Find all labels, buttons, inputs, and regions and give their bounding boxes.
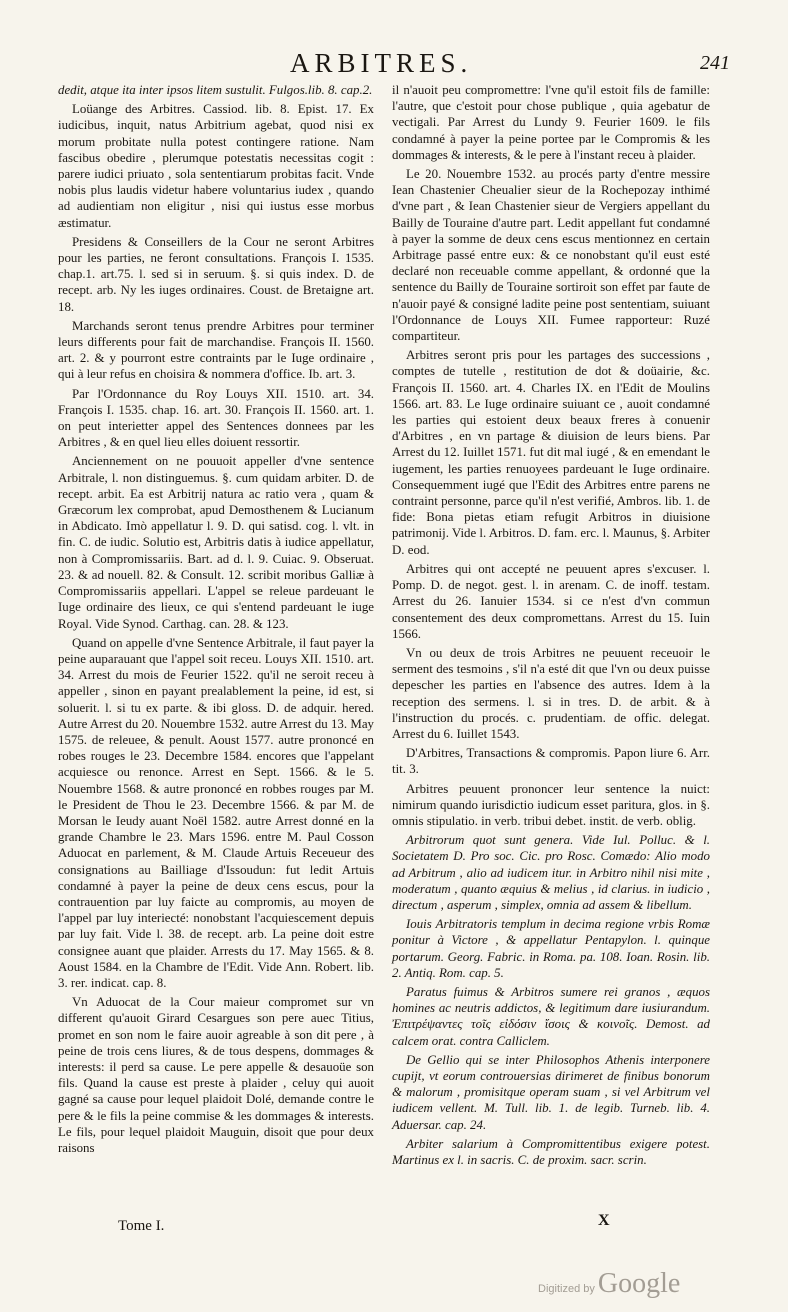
digitized-by-watermark (538, 1268, 680, 1300)
running-title: ARBITRES. (290, 48, 473, 78)
page-number: 241 (700, 52, 730, 74)
left-column-paragraph: Marchands seront tenus prendre Arbitres pour terminer leurs differents pour fait de marchandise. François II. 1560. art. 2. & y pourront estre contraints par le Iuge ordinaire , qui à leur refus en choisira & nommera d'office. Ib. art. 3. (58, 318, 374, 382)
right-column-paragraph: Arbitres qui ont accepté ne peuuent apres s'excuser. l. Pomp. D. de negot. gest. l. in arenam. C. de inoff. testam. Arrest du 26. Ianuier 1534. si ce n'est d'vn commun consentement des deux compromettans. Arrest du 15. Iuin 1566. (392, 561, 710, 641)
left-column-paragraph: Loüange des Arbitres. Cassiod. lib. 8. Epist. 17. Ex iudicibus, inquit, natus Arbitrium agebat, quod nisi ex morum probitate nulla potest contingere ratione. Nam fascibus obedire , plerumque potestatis necessitas cogit : parere iudici priuato , sola sententiarum probitas facit. Vnde nobis plus laudis videtur habere voluntarius iudex , quando ad audientiam non eligitur , nisi qui iustus esse morbus æstimatur. (58, 102, 374, 230)
google-logo: Google (597, 1268, 681, 1299)
left-column-paragraph: Presidens & Conseillers de la Cour ne seront Arbitres pour les parties, ne feront consultations. François I. 1535. chap.1. art.75. l. sed si in seruum. §. si quis index. D. de recept. arb. Ny les iuges ordinaires. Coust. de Bretaigne art. 18. (58, 234, 374, 314)
right-column-paragraph: Arbiter salarium à Compromittentibus exigere potest. Martinus ex l. in sacris. C. de proxim. sacr. scrin. (392, 1136, 710, 1167)
left-column-paragraph: Vn Aduocat de la Cour maieur compromet sur vn different qu'auoit Girard Cesargues son pere auec Titius, promet en son nom le faire auoir agreable à son dit pere , à peine de trois cens liures, & de tous despens, dommages & interests: il perd sa cause. Le pere appelle & desauoüe son fils. Quand la cause est preste à plaider , celuy qui auoit gagné sa cause pour lequel plaidoit Dolé, demande contre le pere & le fils la peine commise & les dommages & interests. Le fils, pour lequel plaidoit Mauguin, disoit que pour deux raisons (58, 995, 374, 1155)
volume-label: Tome I. (118, 1218, 165, 1234)
left-column (58, 82, 374, 1159)
right-column-paragraph: D'Arbitres, Transactions & compromis. Papon liure 6. Arr. tit. 3. (392, 746, 710, 777)
right-column (392, 82, 710, 1171)
right-column-paragraph: Paratus fuimus & Arbitros sumere rei granos , æquos homines ac neutris addictos, & legitimum dare iusiurandum. Ἐπιτρέψαντες τοῖς εἰδόσιν ἴσοις & κοινοῖς. Demost. ad calcem orat. contra Calliclem. (392, 984, 710, 1048)
left-column-paragraph: Par l'Ordonnance du Roy Louys XII. 1510. art. 34. François I. 1535. chap. 16. art. 30. François II. 1560. art. 1. on peut interietter appel des Sentences donnees par les Arbitres , & en quel lieu elles doiuent ressortir. (58, 386, 374, 450)
right-column-paragraph: Vn ou deux de trois Arbitres ne peuuent receuoir le serment des tesmoins , s'il n'a esté dit que l'vn ou deux puisse depescher les parties en l'absence des autres. Idem à la reception des sermens. l. si in tres. D. de arbit. & à l'instruction du procés. c. prudentiam. de offic. delegat. Arrest du 6. Iuillet 1543. (392, 645, 710, 741)
right-column-paragraph: Arbitres seront pris pour les partages des successions , comptes de tutelle , restitution de dot & doüairie, &c. François II. 1560. art. 4. Charles IX. en l'Edit de Moulins 1566. art. 83. Le Iuge ordinaire suiuant ce , auoit condamné les parties qui estoient deux beaux freres à conuenir d'Arbitres , en vn partage & diuision de leurs biens. Par Arrest du 12. Iuillet 1571. fut dit mal iugé , & en emendant le iugement, les parties renuoyees pardeuant le Iuge ordinaire. Consequemment iugé que l'Edit des Arbitres entre parens ne contraint personne, parce qu'il n'est verifié, Ambros. lib. 1. de fide: Bona pietas etiam refugit Arbitros in diuisione patrimonij. Vide l. Arbitros. D. fam. erc. l. Maunus, §. Arbiter D. eod. (392, 348, 710, 557)
left-column-paragraph: Anciennement on ne pouuoit appeller d'vne sentence Arbitrale, l. non distinguemus. §. cum quidam arbiter. D. de recept. arbit. Ea est Arbitrij natura ac ratio vera , quam & Græcorum lex comprobat, apud Demosthenem & Lucianum in Abdicato. Imò appellatur l. 9. D. qui satisd. cog. l. vlt. in fin. C. de iudic. Solutio est, Arbitris datis à iudice appellatur, non à Compromissariis. Bart. ad d. l. 9. Cuiac. 9. Obseruat. 23. & ad nouell. 82. & Consult. 12. scribit moribus Galliæ à Compromissariis appellari. L'appel se releue pardeuant le Iuge ordinaire des lieux, ce qui s'entend pardeuant le iuge Royal. Vide Synod. Carthag. can. 28. & 123. (58, 454, 374, 631)
digitized-prefix: Digitized by (538, 1283, 595, 1295)
right-column-paragraph: Iouis Arbitratoris templum in decima regione vrbis Romæ ponitur à Victore , & appellatur Pentapylon. l. quinque portarum. Georg. Fabric. in Roma. pa. 108. Ioan. Rosin. lib. 2. Antiq. Rom. cap. 5. (392, 917, 710, 980)
signature-mark: X (598, 1212, 610, 1229)
right-column-paragraph: il n'auoit peu compromettre: l'vne qu'il estoit fils de famille: l'autre, que c'estoit pour chose publique , quia agebatur de vectigali. Par Arrest du Lundy 9. Feurier 1609. le fils condamné à payer la peine portee par le Compromis & les dommages & interests, & le pere à l'instant receu à plaider. (392, 83, 710, 162)
right-column-paragraph: Le 20. Nouembre 1532. au procés party d'entre messire Iean Chastenier Cheualier sieur de la Rochepozay inthimé d'vne part , & Iean Chastenier sieur de Vergiers appellant du Bailly de Touraine d'autre part. Ledit appellant fut condamné à payer la somme de deux cens escus mentionnez en certain Arbitrage passé entre eux: & ce nonobstant qu'il eust esté declaré non receuable comme appellant, & ordonné que la sentence du Bailly de Touraine sortiroit son effet par faute de n'auoir payé & consigné ladite peine post sententiam, suiuant l'Ordonnance de Louys XII. Fumee rapporteur: Ruzé compartiteur. (392, 167, 710, 344)
left-column-paragraph: Quand on appelle d'vne Sentence Arbitrale, il faut payer la peine auparauant que l'appel soit receu. Louys XII. 1510. art. 34. Arrest du mois de Feurier 1522. qu'il ne seroit receu à appeller , sinon en payant prealablement la peine, id est, si soluerit. l. si tu ex parte. & ibi gloss. D. de adquir. hered. Autre Arrest du 20. Nouembre 1532. autre Arrest du 13. May 1575. de releuee, & penult. Aoust 1577. autre prononcé en robes rouges le 23. Decembre 1584. encores que l'appelant acquiesce ou renonce. Arrest en Sept. 1566. & le 5. Nouembre 1568. & autre prononcé en robbes rouges par M. le President de Thou le 23. Decembre 1566. & par M. de Morsan le Ieudy auant Noël 1582. autre Arrest donné en la grande Chambre le 23. Mars 1596. entre M. Paul Cosson Aduocat en parlement, & M. Claude Artuis Receueur des consignations au Bailliage d'Issoudun: fut ledit Artuis condamné à payer la peine de deux cens escus, pour la contrauention par luy faicte au compromis, au moyen de l'appel par luy interiecté: nonobstant l'acquiescement depuis par luy fait. Vide l. 38. de recept. arb. La peine doit estre consignee auant que plaider. Arrests du 17. May 1565. & 8. Aoust 1584. en la Chambre de l'Edit. Vide Ann. Robert. lib. 3. rer. indicat. cap. 8. (58, 635, 374, 990)
right-column-paragraph: Arbitrorum quot sunt genera. Vide Iul. Polluc. & l. Societatem D. Pro soc. Cic. pro Rosc. Comædo: Alio modo ad Arbitrum , alio ad iudicem itur. in Arbitro nihil nisi mite , moderatum , quanto æquius & melius , id clarius. in iudicio , directum , asperum , simplex, omnia ad assem & libellum. (392, 833, 710, 912)
right-column-paragraph: De Gellio qui se inter Philosophos Athenis interponere cupijt, vt eorum controuersias dirimeret de finibus bonorum & malorum , promisitque operam suam , si vel Arbitrum vel iudicem vellent. M. Tull. lib. 1. de legib. Turneb. lib. 4. Aduersar. cap. 24. (392, 1052, 710, 1132)
right-column-paragraph: Arbitres peuuent prononcer leur sentence la nuict: nimirum quando iurisdictio iudicum esset paritura, glos. in §. omnis stipulatio. in verb. tribui debet. instit. de verb. oblig. (392, 781, 710, 828)
page-header (60, 48, 730, 80)
left-column-paragraph: dedit, atque ita inter ipsos litem sustulit. Fulgos.lib. 8. cap.2. (58, 83, 373, 97)
